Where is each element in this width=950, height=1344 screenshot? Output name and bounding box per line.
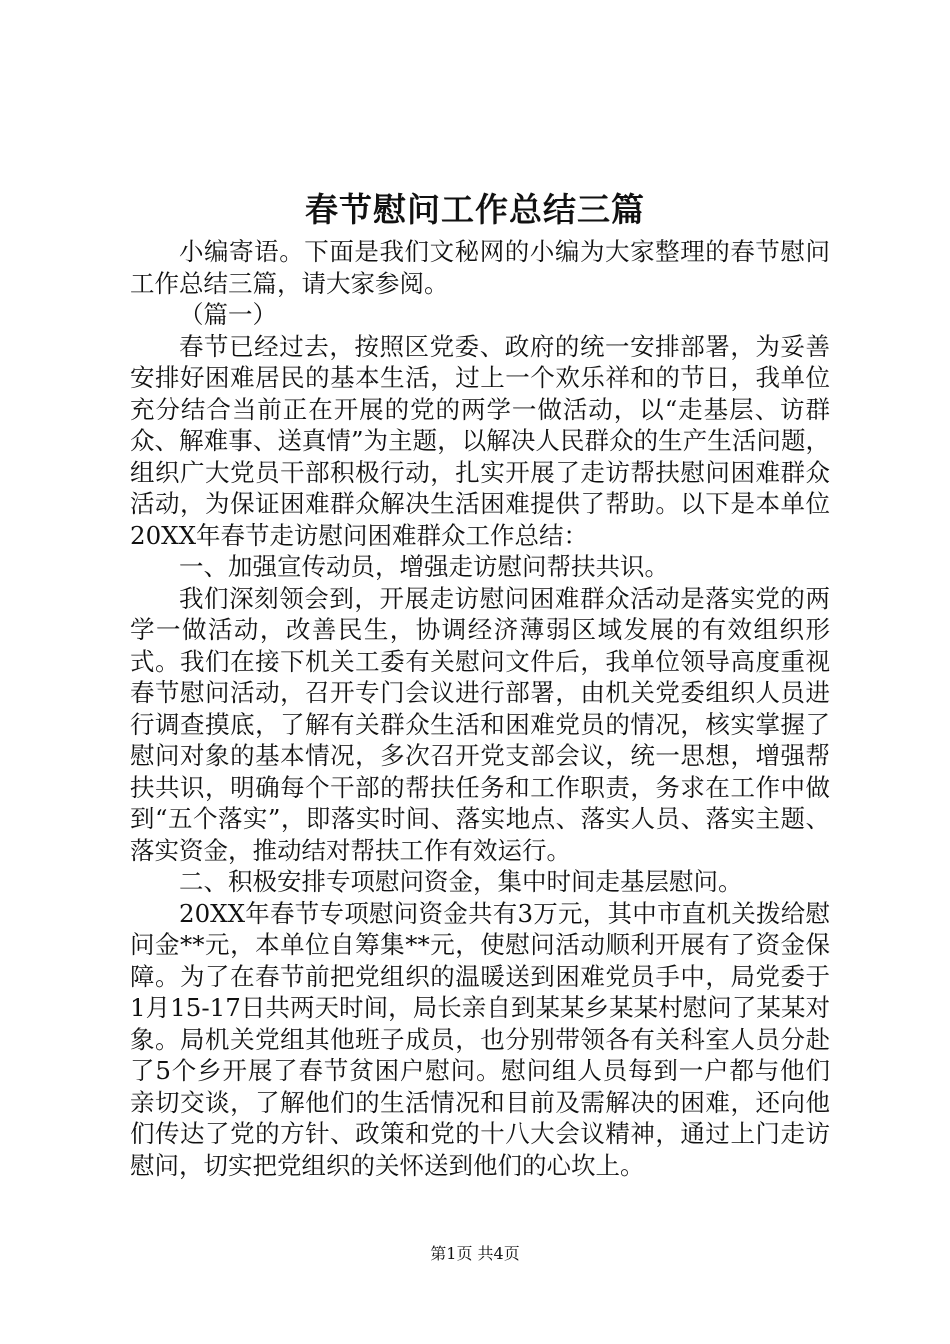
page-number-footer: 第1页 共4页: [430, 1244, 520, 1263]
paragraph-intro: 小编寄语。下面是我们文秘网的小编为大家整理的春节慰问工作总结三篇，请大家参阅。: [130, 237, 830, 298]
paragraph-background: 春节已经过去，按照区党委、政府的统一安排部署，为妥善安排好困难居民的基本生活，过上一个欢乐祥和的节日，我单位充分结合当前正在开展的党的两学一做活动，以“走基层、访群众、解难事、送真情”为主题，以解决人民群众的生产生活问题，组织广大党员干部积极行动，扎实开展了走访帮扶慰问困难群众活动，为保证困难群众解决生活困难提供了帮助。以下是本单位20XX年春节走访慰问困难群众工作总结：: [130, 331, 830, 550]
heading-section-one: 一、加强宣传动员，增强走访慰问帮扶共识。: [179, 552, 669, 581]
document-body: [130, 236, 830, 1181]
heading-section-two: 二、积极安排专项慰问资金，集中时间走基层慰问。: [179, 867, 743, 896]
paragraph-section-two: 20XX年春节专项慰问资金共有3万元，其中市直机关拨给慰问金**元，本单位自筹集**元，使慰问活动顺利开展有了资金保障。为了在春节前把党组织的温暖送到困难党员手中，局党委于1月15-17日共两天时间，局长亲自到某某乡某某村慰问了某某对象。局机关党组其他班子成员，也分别带领各有关科室人员分赴了5个乡开展了春节贫困户慰问。慰问组人员每到一户都与他们亲切交谈，了解他们的生活情况和目前及需解决的困难，还向他们传达了党的方针、政策和党的十八大会议精神，通过上门走访慰问，切实把党组织的关怀送到他们的心坎上。: [130, 898, 830, 1180]
paragraph-section-label: （篇一）: [179, 300, 277, 329]
paragraph-section-one: 我们深刻领会到，开展走访慰问困难群众活动是落实党的两学一做活动，改善民生，协调经济薄弱区域发展的有效组织形式。我们在接下机关工委有关慰问文件后，我单位领导高度重视春节慰问活动，召开专门会议进行部署，由机关党委组织人员进行调查摸底，了解有关群众生活和困难党员的情况，核实掌握了慰问对象的基本情况，多次召开党支部会议，统一思想，增强帮扶共识，明确每个干部的帮扶任务和工作职责，务求在工作中做到“五个落实”，即落实时间、落实地点、落实人员、落实主题、落实资金，推动结对帮扶工作有效运行。: [130, 583, 830, 865]
document-title: 春节慰问工作总结三篇: [305, 190, 645, 229]
